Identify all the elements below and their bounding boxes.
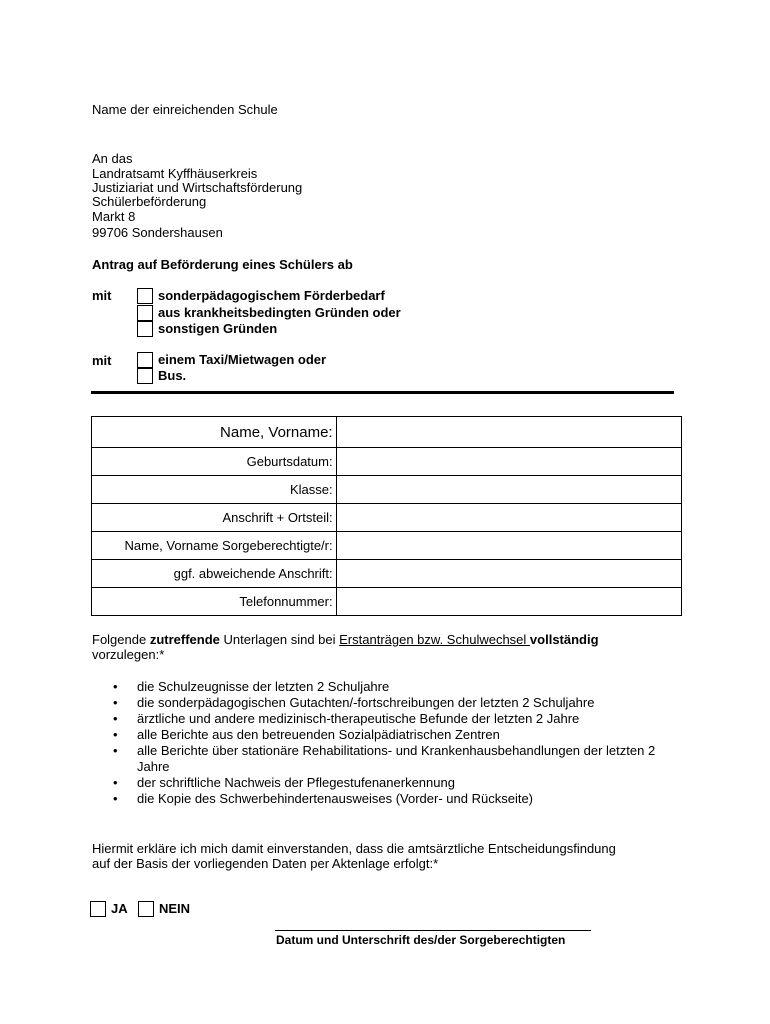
checkbox[interactable] [137, 288, 153, 304]
student-data-table [91, 416, 682, 616]
birthdate-field[interactable] [336, 448, 681, 476]
signature-label: Datum und Unterschrift des/der Sorgeberechtigten [276, 933, 566, 947]
checkbox[interactable] [138, 901, 154, 917]
consent-no-label: NEIN [159, 901, 191, 916]
guardian-name-field[interactable] [336, 532, 681, 560]
documents-intro-cont: vorzulegen:* [92, 647, 165, 662]
consent-yes-label: JA [111, 901, 128, 916]
intro-emphasis: vollständig [529, 632, 599, 647]
checkbox[interactable] [137, 321, 153, 337]
list-item: • die Schulzeugnisse der letzten 2 Schuljahre [113, 679, 677, 695]
address-field[interactable] [336, 504, 681, 532]
table-row [92, 560, 682, 588]
table-row [92, 448, 682, 476]
intro-underlined: Erstanträgen bzw. Schulwechsel [339, 632, 530, 647]
address-line: Justiziariat und Wirtschaftsförderung [92, 180, 303, 195]
table-row [92, 417, 682, 448]
list-item: • die sonderpädagogischen Gutachten/-fortschreibungen der letzten 2 Schuljahre [113, 695, 677, 711]
documents-list [113, 679, 677, 807]
field-label: Klasse: [92, 476, 337, 504]
address-line: Markt 8 [92, 209, 136, 224]
field-label: Name, Vorname Sorgeberechtigte/r: [92, 532, 337, 560]
field-label: Name, Vorname: [92, 417, 337, 448]
list-item: • ärztliche und andere medizinisch-therapeutische Befunde der letzten 2 Jahre [113, 711, 677, 727]
reasons-prefix: mit [92, 288, 112, 303]
address-line: Landratsamt Kyffhäuserkreis [92, 166, 258, 181]
field-label: Anschrift + Ortsteil: [92, 504, 337, 532]
consent-text: Hiermit erkläre ich mich damit einverstanden, dass die amtsärztliche Entscheidungsfindung [92, 841, 616, 856]
field-label: ggf. abweichende Anschrift: [92, 560, 337, 588]
table-row [92, 588, 682, 616]
table-row [92, 476, 682, 504]
section-divider [91, 391, 674, 394]
intro-emphasis: zutreffende [149, 632, 220, 647]
field-label: Geburtsdatum: [92, 448, 337, 476]
list-item: • die Kopie des Schwerbehindertenausweises (Vorder- und Rückseite) [113, 791, 677, 807]
address-line: Schülerbeförderung [92, 194, 207, 209]
consent-text: auf der Basis der vorliegenden Daten per Aktenlage erfolgt:* [92, 856, 439, 871]
intro-text: Unterlagen sind bei [219, 632, 340, 647]
phone-field[interactable] [336, 588, 681, 616]
field-label: Telefonnummer: [92, 588, 337, 616]
reason-option-label: sonderpädagogischem Förderbedarf [158, 288, 385, 303]
table-row [92, 504, 682, 532]
checkbox[interactable] [137, 352, 153, 368]
class-field[interactable] [336, 476, 681, 504]
address-line: An das [92, 151, 133, 166]
form-heading: Antrag auf Beförderung eines Schülers ab [92, 257, 353, 272]
transport-option-label: einem Taxi/Mietwagen oder [158, 352, 327, 367]
list-item: • alle Berichte über stationäre Rehabilitations- und Krankenhausbehandlungen der letzten 2 Jahre [113, 743, 662, 775]
transport-option-label: Bus. [158, 368, 187, 383]
signature-line[interactable] [275, 930, 591, 931]
address-line: 99706 Sondershausen [92, 225, 223, 240]
checkbox[interactable] [137, 305, 153, 321]
list-item: • alle Berichte aus den betreuenden Sozialpädiatrischen Zentren [113, 727, 677, 743]
checkbox[interactable] [90, 901, 106, 917]
alt-address-field[interactable] [336, 560, 681, 588]
school-name-label: Name der einreichenden Schule [92, 102, 278, 117]
transport-prefix: mit [92, 353, 112, 368]
list-item: • der schriftliche Nachweis der Pflegestufenanerkennung [113, 775, 677, 791]
reason-option-label: sonstigen Gründen [158, 321, 278, 336]
table-row [92, 532, 682, 560]
name-field[interactable] [336, 417, 681, 448]
reason-option-label: aus krankheitsbedingten Gründen oder [158, 305, 401, 320]
intro-text: Folgende [92, 632, 150, 647]
checkbox[interactable] [137, 368, 153, 384]
documents-intro [92, 632, 599, 647]
